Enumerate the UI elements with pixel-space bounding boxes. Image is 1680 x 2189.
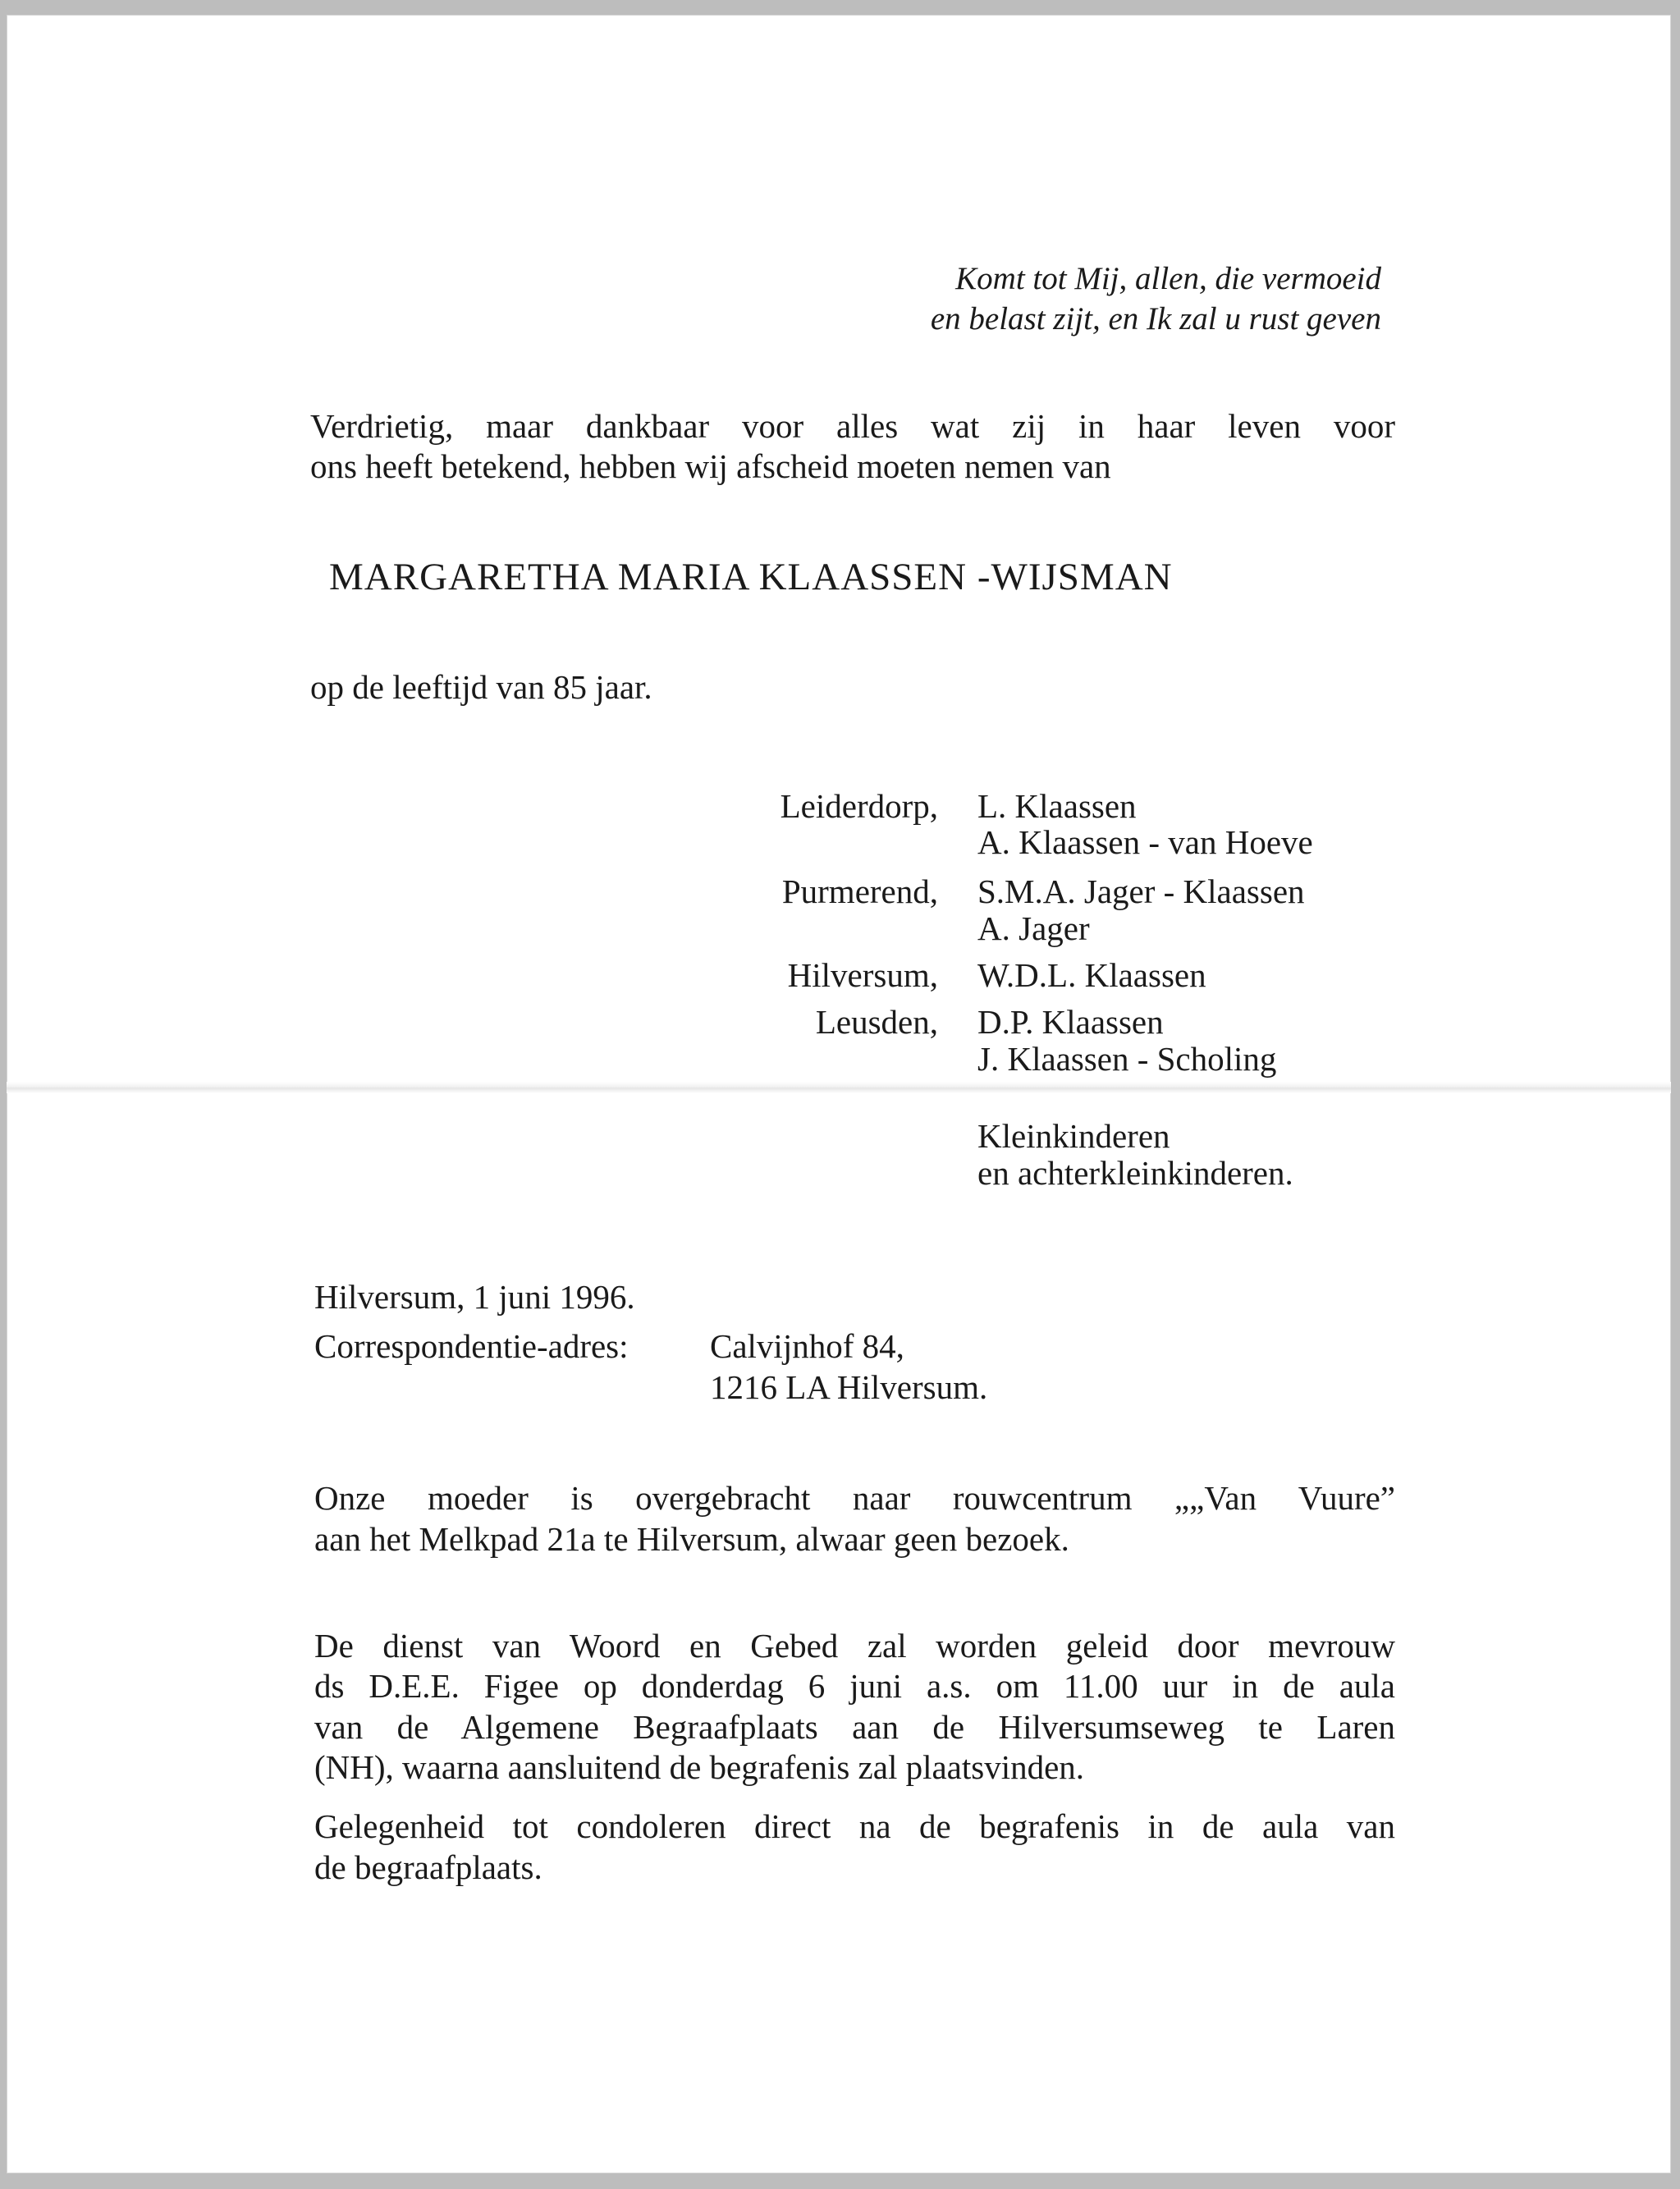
- bible-verse-line-2: en belast zijt, en Ik zal u rust geven: [930, 301, 1381, 337]
- bible-verse-line-1: Komt tot Mij, allen, die vermoeid: [955, 261, 1381, 296]
- service-line-3: van de Algemene Begraafplaats aan de Hilversumseweg te Laren: [314, 1708, 1395, 1746]
- family-member: A. Jager: [977, 909, 1090, 947]
- family-member: A. Klaassen - van Hoeve: [977, 823, 1313, 861]
- grandchildren-line-2: en achterkleinkinderen.: [977, 1154, 1293, 1192]
- service-line-4: (NH), waarna aansluitend de begrafenis zal plaatsvinden.: [314, 1748, 1085, 1786]
- condolence-line-2: de begraafplaats.: [314, 1848, 542, 1886]
- correspondence-address-2: 1216 LA Hilversum.: [710, 1368, 988, 1406]
- family-place: Leiderdorp,: [780, 787, 938, 825]
- paper-fold: [7, 1082, 1671, 1093]
- deceased-name: MARGARETHA MARIA KLAASSEN -WIJSMAN: [329, 556, 1173, 598]
- family-member: S.M.A. Jager - Klaassen: [977, 872, 1305, 910]
- correspondence-address-1: Calvijnhof 84,: [710, 1327, 904, 1365]
- intro-line-1: Verdrietig, maar dankbaar voor alles wat zij in haar leven voor: [310, 407, 1395, 445]
- bible-verse: [823, 259, 1381, 339]
- funeral-card: [7, 15, 1671, 2173]
- transfer-line-1: Onze moeder is overgebracht naar rouwcentrum „„Van Vuure”: [314, 1479, 1395, 1517]
- family-place: Purmerend,: [781, 872, 938, 910]
- family-place: Leusden,: [815, 1003, 938, 1041]
- family-member: J. Klaassen - Scholing: [977, 1040, 1277, 1078]
- transfer-line-2: aan het Melkpad 21a te Hilversum, alwaar geen bezoek.: [314, 1520, 1069, 1558]
- family-member: W.D.L. Klaassen: [977, 956, 1206, 994]
- age-line: op de leeftijd van 85 jaar.: [310, 668, 652, 706]
- service-line-2: ds D.E.E. Figee op donderdag 6 juni a.s. om 11.00 uur in de aula: [314, 1667, 1395, 1705]
- family-member: L. Klaassen: [977, 787, 1137, 825]
- condolence-line-1: Gelegenheid tot condoleren direct na de begrafenis in de aula van: [314, 1807, 1395, 1845]
- date-line: Hilversum, 1 juni 1996.: [314, 1278, 635, 1316]
- family-member: D.P. Klaassen: [977, 1003, 1164, 1041]
- service-line-1: De dienst van Woord en Gebed zal worden geleid door mevrouw: [314, 1627, 1395, 1665]
- grandchildren-line-1: Kleinkinderen: [977, 1117, 1170, 1155]
- family-place: Hilversum,: [787, 956, 938, 994]
- correspondence-label: Correspondentie-adres:: [314, 1327, 629, 1365]
- intro-line-2: ons heeft betekend, hebben wij afscheid moeten nemen van: [310, 447, 1111, 485]
